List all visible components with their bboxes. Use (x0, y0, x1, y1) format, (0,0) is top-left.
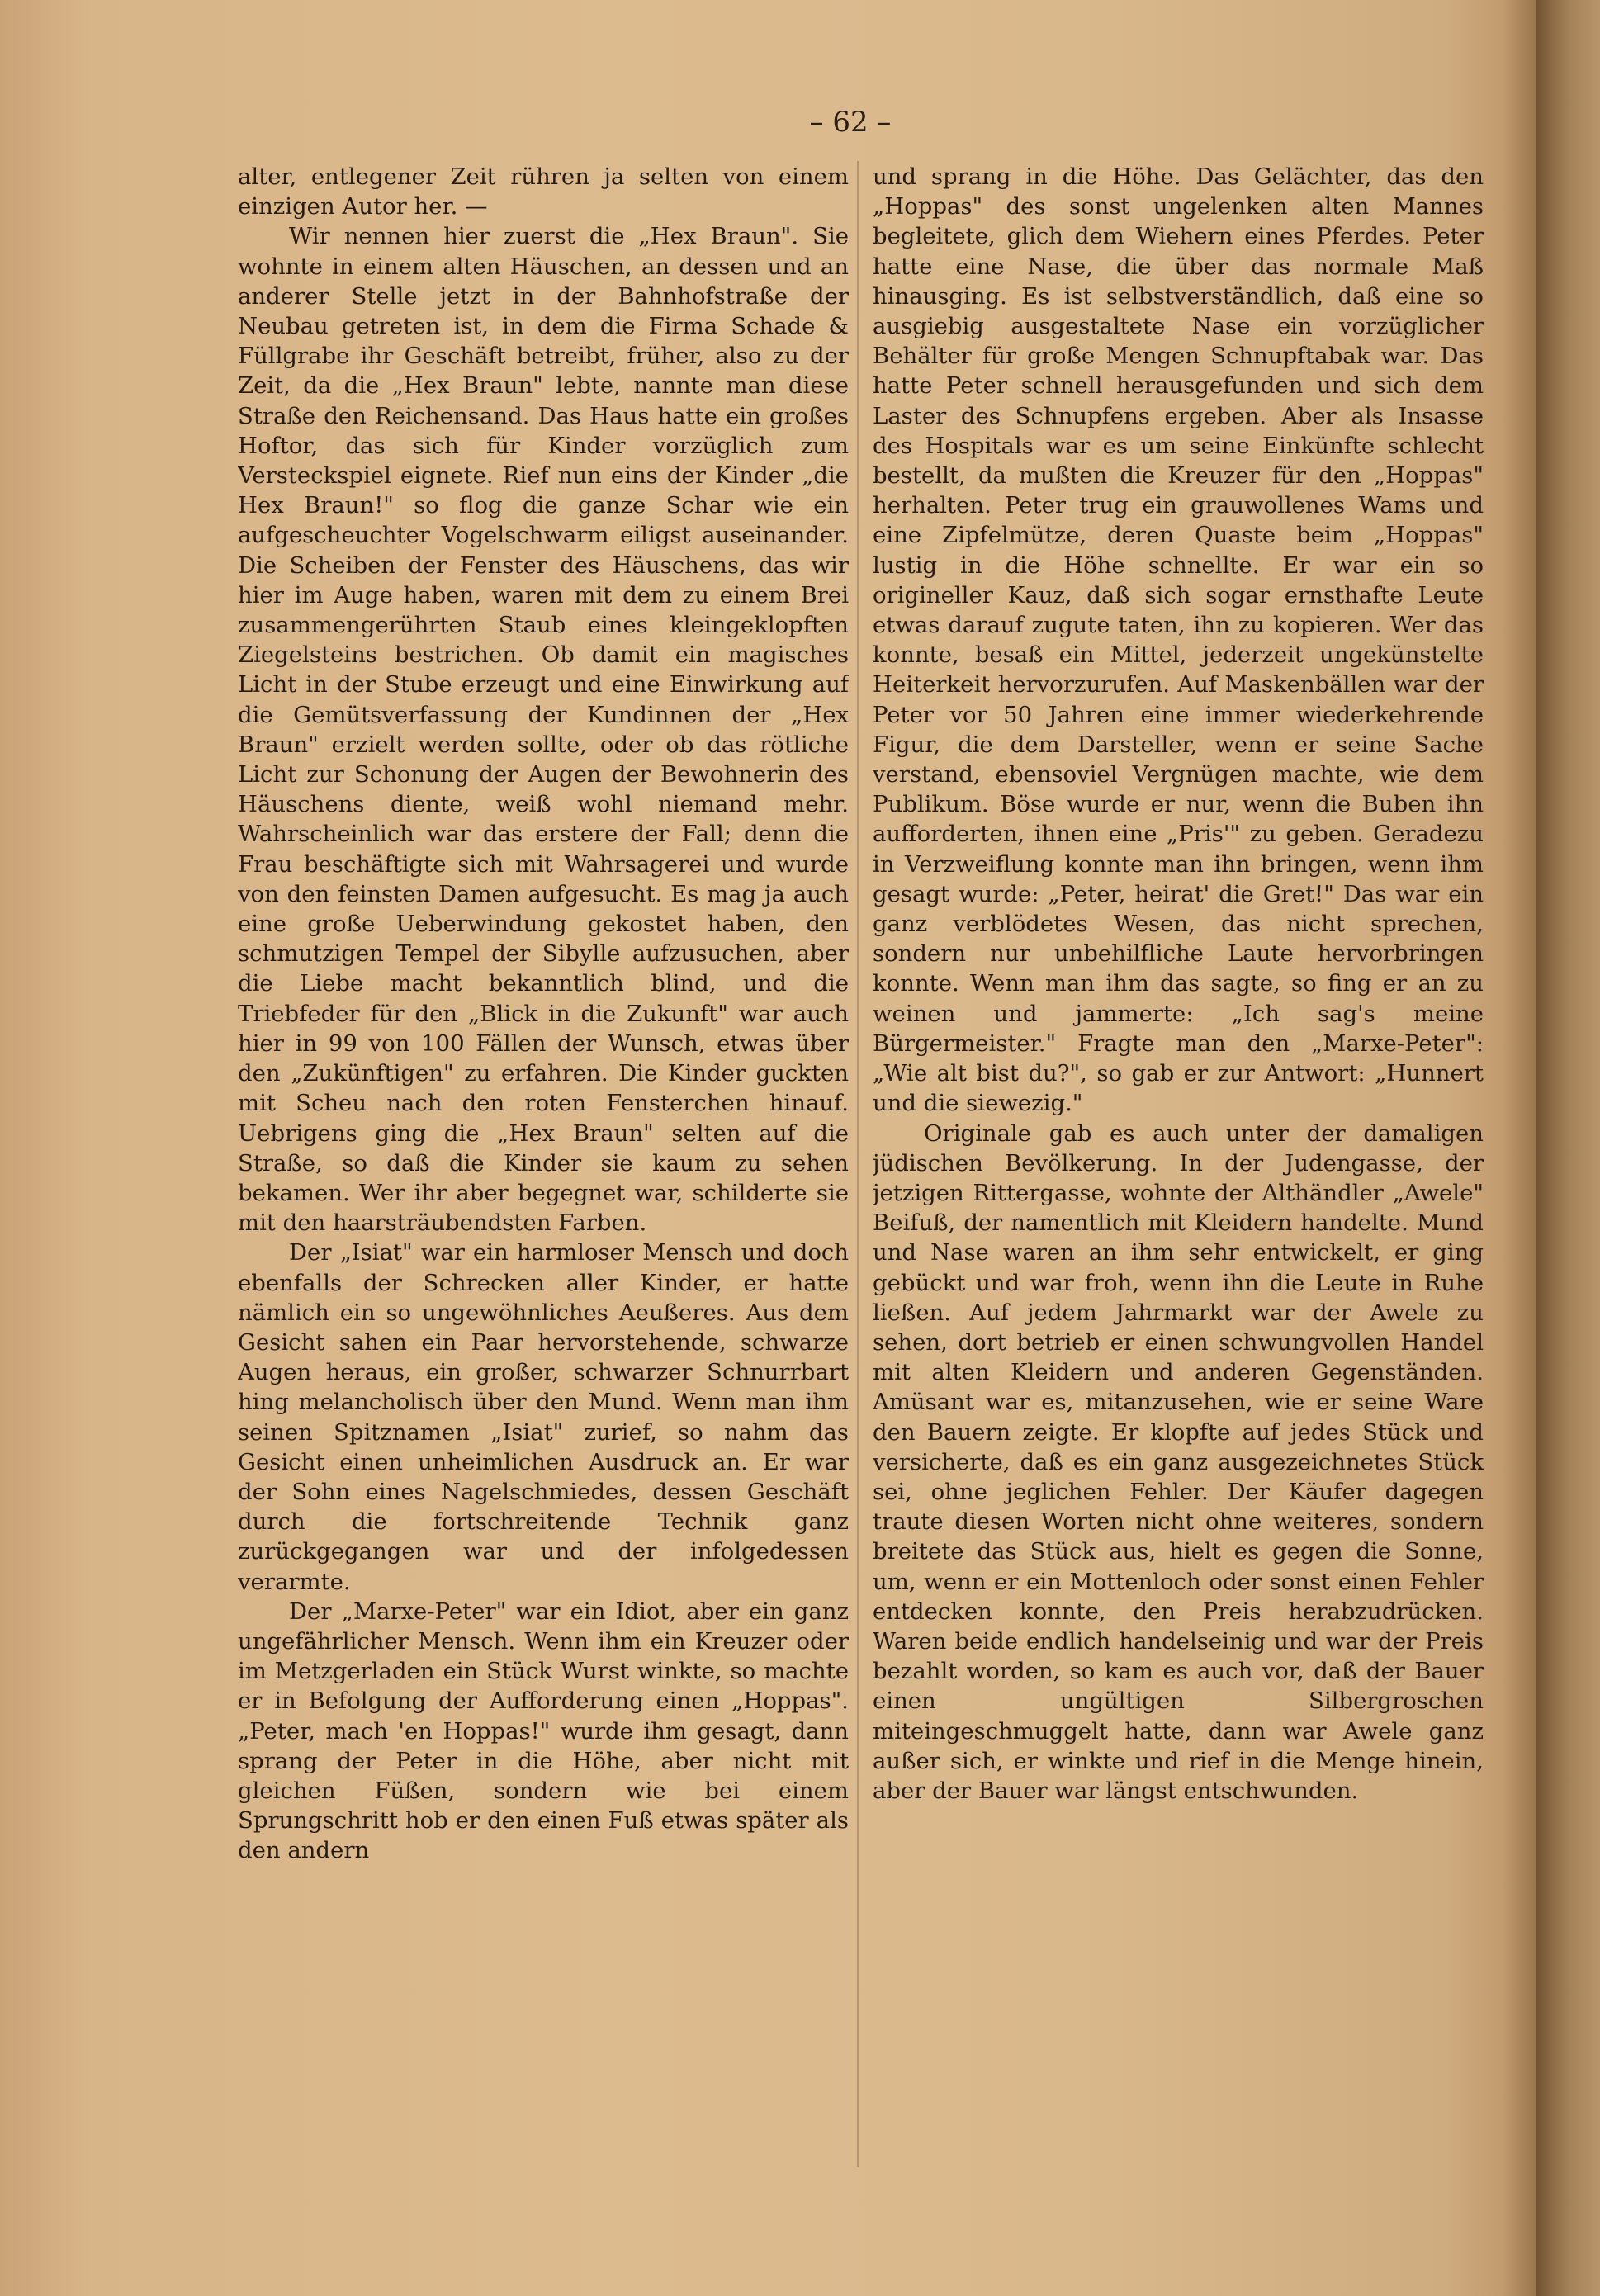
page-edge-shadow (1503, 0, 1536, 2296)
paragraph: Wir nennen hier zuerst die „Hex Braun". Sie wohnte in einem alten Häuschen, an dessen und an anderer Stelle jetzt in der Bahnhofstraße der Neubau getreten ist, in dem die Firma Schade & Füllgrabe ihr Geschäft betreibt, früher, also zu der Zeit, da die „Hex Braun" lebte, nannte man diese Straße den Reichensand. Das Haus hatte ein großes Hoftor, das sich für Kinder vorzüglich zum Versteckspiel eignete. Rief nun eins der Kinder „die Hex Braun!" so flog die ganze Schar wie ein aufgescheuchter Vogelschwarm eiligst auseinander. Die Scheiben der Fenster des Häuschens, das wir hier im Auge haben, waren mit dem zu einem Brei zusammengerührten Staub eines kleingeklopften Ziegelsteins bestrichen. Ob damit ein magisches Licht in der Stube erzeugt und eine Einwirkung auf die Gemütsverfassung der Kundinnen der „Hex Braun" erzielt werden sollte, oder ob das rötliche Licht zur Schonung der Augen der Bewohnerin des Häuschens diente, weiß wohl niemand mehr. Wahrscheinlich war das erstere der Fall; denn die Frau beschäftigte sich mit Wahrsagerei und wurde von den feinsten Damen aufgesucht. Es mag ja auch eine große Ueberwindung gekostet haben, den schmutzigen Tempel der Sibylle aufzusuchen, aber die Liebe macht bekanntlich blind, und die Triebfeder für den „Blick in die Zukunft" war auch hier in 99 von 100 Fällen der Wunsch, etwas über den „Zukünftigen" zu erfahren. Die Kinder guckten mit Scheu nach den roten Fensterchen hinauf. Uebrigens ging die „Hex Braun" selten auf die Straße, so daß die Kinder sie kaum zu sehen bekamen. Wer ihr aber begegnet war, schilderte sie mit den haarsträubendsten Farben. (238, 223, 849, 1237)
paragraph: und sprang in die Höhe. Das Gelächter, das den „Hoppas" des sonst ungelenken alten Mannes begleitete, glich dem Wiehern eines Pferdes. Peter hatte eine Nase, die über das normale Maß hinausging. Es ist selbstverständlich, daß eine so ausgiebig ausgestaltete Nase ein vorzüglicher Behälter für große Mengen Schnupftabak war. Das hatte Peter schnell herausgefunden und sich dem Laster des Schnupfens ergeben. Aber als Insasse des Hospitals war es um seine Einkünfte schlecht bestellt, da mußten die Kreuzer für den „Hoppas" herhalten. Peter trug ein grauwollenes Wams und eine Zipfelmütze, deren Quaste beim „Hoppas" lustig in die Höhe schnellte. Er war ein so origineller Kauz, daß sich sogar ernsthafte Leute etwas darauf zugute taten, ihn zu kopieren. Wer das konnte, besaß ein Mittel, jederzeit ungekünstelte Heiterkeit hervorzurufen. Auf Maskenbällen war der Peter vor 50 Jahren eine immer wiederkehrende Figur, die dem Darsteller, wenn er seine Sache verstand, ebensoviel Vergnügen machte, wie dem Publikum. Böse wurde er nur, wenn die Buben ihn aufforderten, ihnen eine „Pris'" zu geben. Geradezu in Verzweiflung konnte man ihn bringen, wenn ihm gesagt wurde: „Peter, heirat' die Gret!" Das war ein ganz verblödetes Wesen, das nicht sprechen, sondern nur unbehilfliche Laute hervorbringen konnte. Wenn man ihm das sagte, so fing er an zu weinen und jammerte: „Ich sag's meine Bürgermeister." Fragte man den „Marxe-Peter": „Wie alt bist du?", so gab er zur Antwort: „Hunnert und die siewezig." (873, 163, 1484, 1117)
paragraph: Der „Marxe-Peter" war ein Idiot, aber ein ganz ungefährlicher Mensch. Wenn ihm ein Kreuzer oder im Metzgerladen ein Stück Wurst winkte, so machte er in Befolgung der Aufforderung einen „Hoppas". „Peter, mach 'en Hoppas!" wurde ihm gesagt, dann sprang der Peter in die Höhe, aber nicht mit gleichen Füßen, sondern wie bei einem Sprungschritt hob er den einen Fuß etwas später als den andern (238, 1598, 849, 1864)
page-number: – 62 – (809, 106, 892, 139)
right-text-column (873, 162, 1484, 2168)
left-text-column (238, 162, 849, 2168)
paragraph: Originale gab es auch unter der damaligen jüdischen Bevölkerung. In der Judengasse, der jetzigen Rittergasse, wohnte der Althändler „Awele" Beifuß, der namentlich mit Kleidern handelte. Mund und Nase waren an ihm sehr entwickelt, er ging gebückt und war froh, wenn ihn die Leute in Ruhe ließen. Auf jedem Jahrmarkt war der Awele zu sehen, dort betrieb er einen schwungvollen Handel mit alten Kleidern und anderen Gegenständen. Amüsant war es, mitanzusehen, wie er seine Ware den Bauern zeigte. Er klopfte auf jedes Stück und versicherte, daß es ein ganz ausgezeichnetes Stück sei, ohne jeglichen Fehler. Der Käufer dagegen traute diesen Worten nicht ohne weiteres, sondern breitete das Stück aus, hielt es gegen die Sonne, um, wenn er ein Mottenloch oder sonst einen Fehler entdecken konnte, den Preis herabzudrücken. Waren beide endlich handelseinig und war der Preis bezahlt worden, so kam es auch vor, daß der Bauer einen ungültigen Silbergroschen miteingeschmuggelt hatte, dann war Awele ganz außer sich, er winkte und rief in die Menge hinein, aber der Bauer war längst entschwunden. (873, 1120, 1484, 1804)
book-spine (1536, 0, 1600, 2296)
column-divider (857, 161, 859, 2167)
paragraph: Der „Isiat" war ein harmloser Mensch und doch ebenfalls der Schrecken aller Kinder, er hatte nämlich ein so ungewöhnliches Aeußeres. Aus dem Gesicht sahen ein Paar hervorstehende, schwarze Augen heraus, ein großer, schwarzer Schnurrbart hing melancholisch über den Mund. Wenn man ihm seinen Spitznamen „Isiat" zurief, so nahm das Gesicht einen unheimlichen Ausdruck an. Er war der Sohn eines Nagelschmiedes, dessen Geschäft durch die fortschreitende Technik ganz zurückgegangen war und der infolgedessen verarmte. (238, 1239, 849, 1595)
paragraph: alter, entlegener Zeit rühren ja selten von einem einzigen Autor her. — (238, 163, 849, 220)
